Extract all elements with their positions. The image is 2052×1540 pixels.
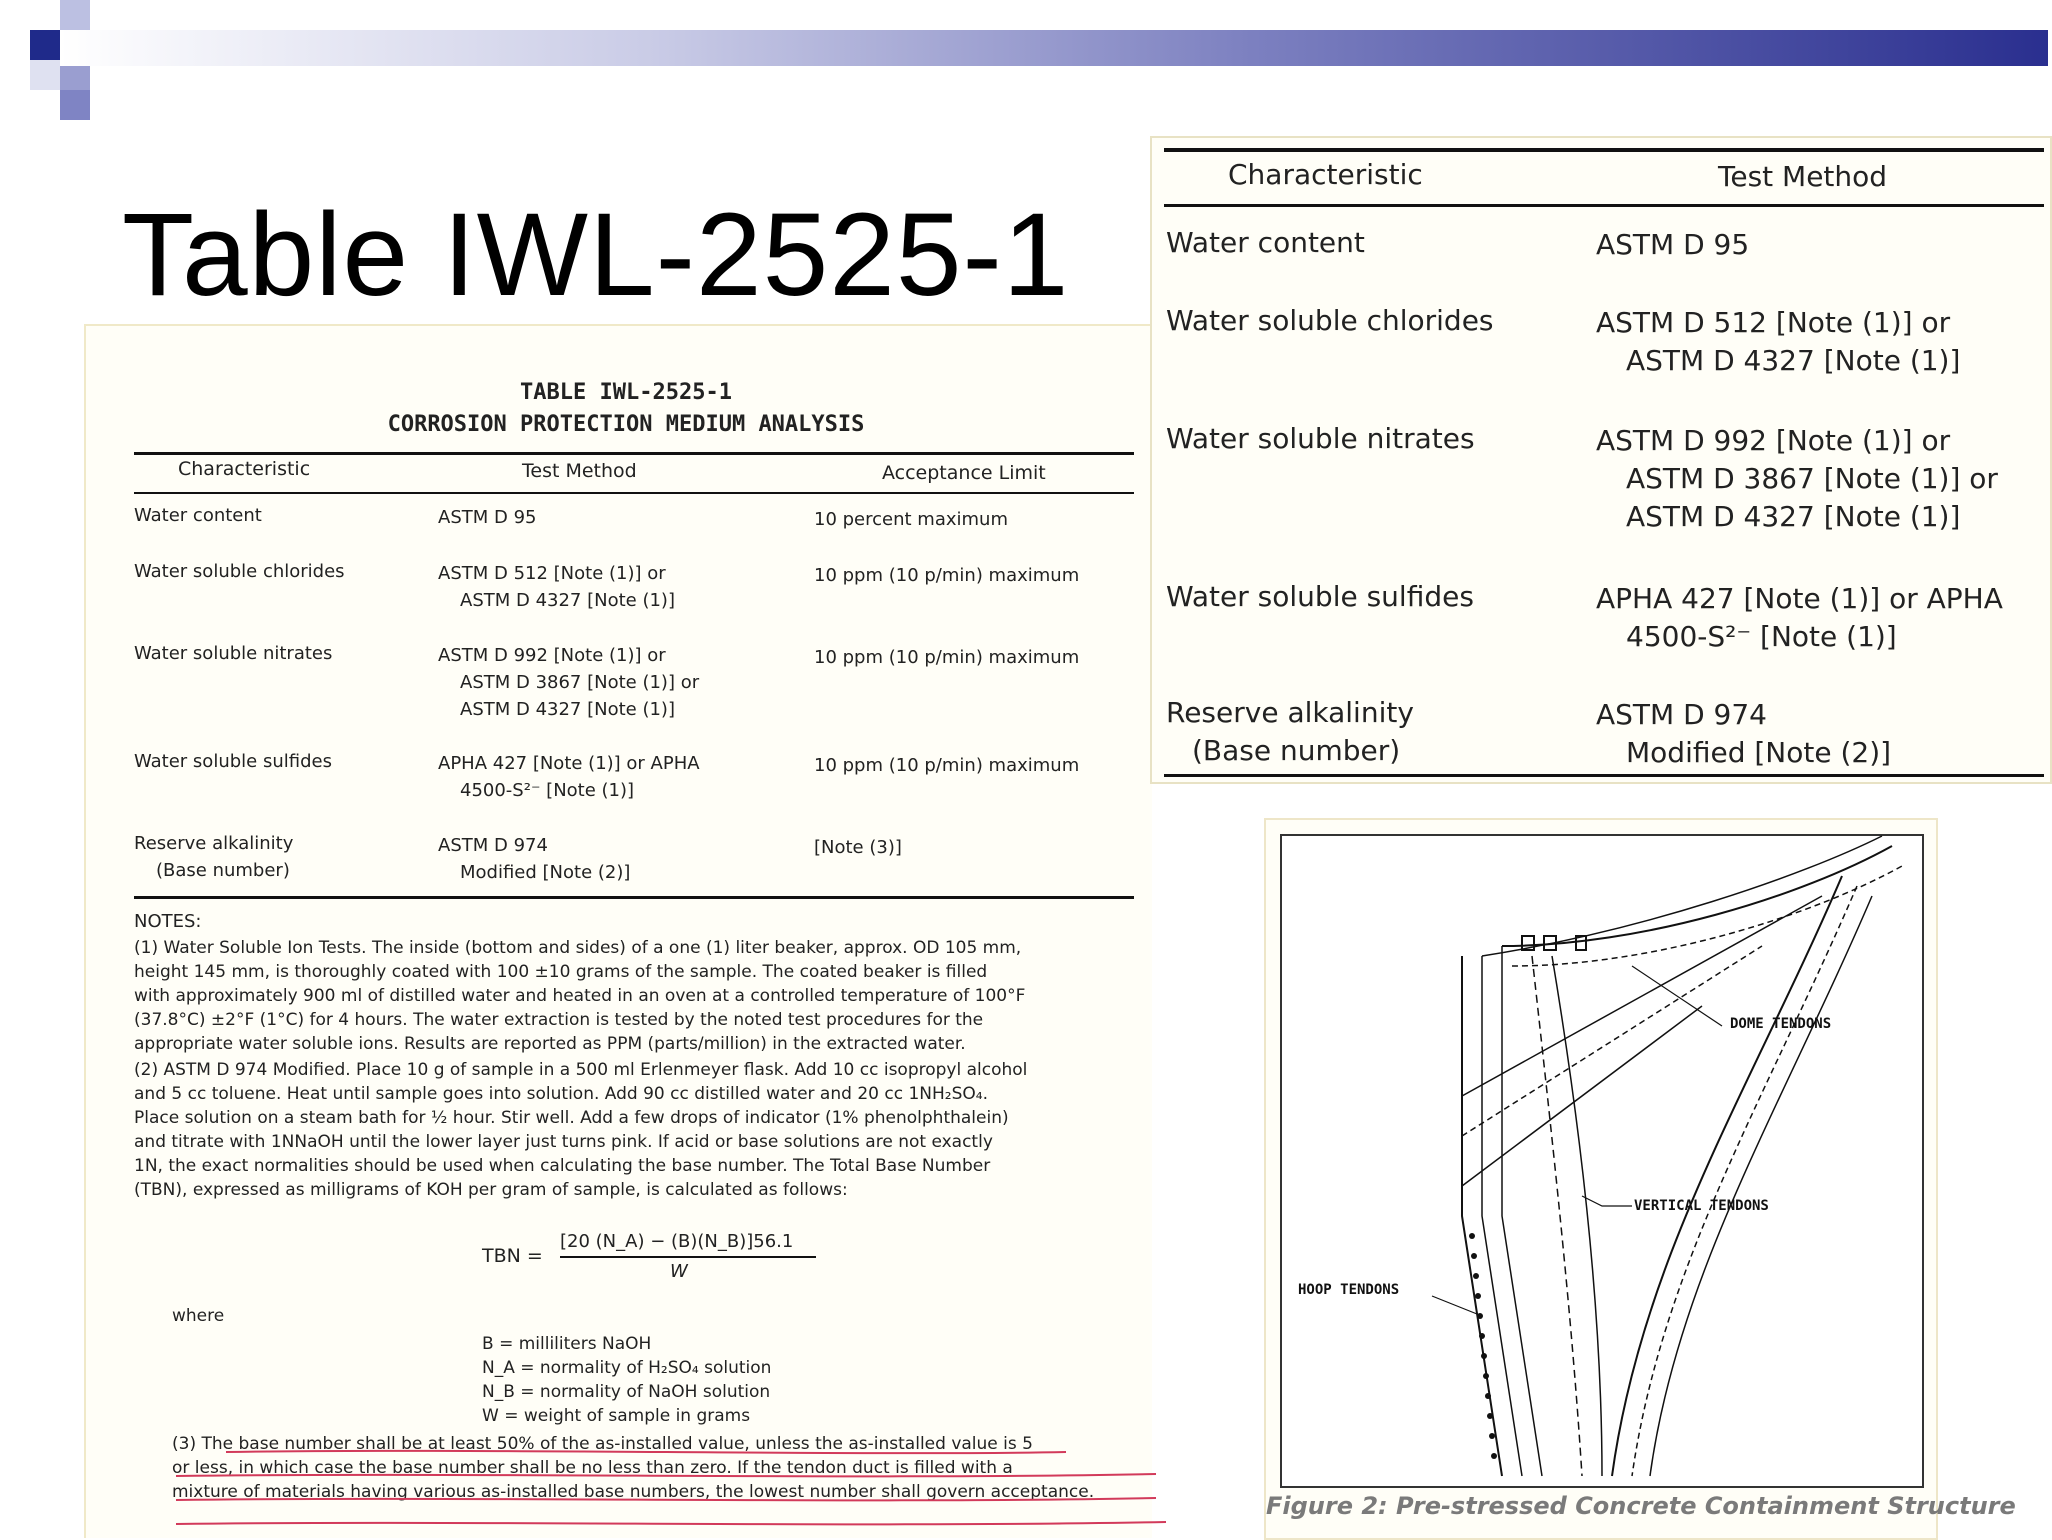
row-method: ASTM D 992 [Note (1)] or — [438, 645, 666, 666]
zoom-method: ASTM D 95 — [1596, 228, 1750, 261]
zoom-method: 4500-S²⁻ [Note (1)] — [1626, 620, 1897, 653]
zoom-method: ASTM D 974 — [1596, 698, 1767, 731]
containment-cross-section-drawing — [1282, 836, 1922, 1486]
formula-denominator: W — [670, 1261, 688, 1282]
label-vertical-tendons: VERTICAL TENDONS — [1634, 1198, 1769, 1214]
zoom-top-rule — [1164, 148, 2044, 152]
note-line: (TBN), expressed as milligrams of KOH per gram of sample, is calculated as follows: — [134, 1180, 848, 1200]
table-bottom-rule — [134, 896, 1134, 899]
row-method: ASTM D 4327 [Note (1)] — [460, 590, 675, 611]
zoom-characteristic: Water content — [1166, 226, 1365, 259]
row-method: APHA 427 [Note (1)] or APHA — [438, 753, 700, 774]
row-method: ASTM D 3867 [Note (1)] or — [460, 672, 700, 693]
formula-lhs: TBN = — [482, 1245, 543, 1267]
table-number: TABLE IWL-2525-1 — [520, 380, 732, 405]
scanned-table-document — [84, 324, 1152, 1538]
zoom-method: ASTM D 4327 [Note (1)] — [1626, 500, 1961, 533]
zoomed-table-excerpt — [1150, 136, 2052, 784]
note3-line: (3) The base number shall be at least 50% of the as-installed value, unless the as-installed value is 5 — [172, 1434, 1033, 1454]
note-line: and titrate with 1NNaOH until the lower layer just turns pink. If acid or base solutions are not exactly — [134, 1132, 993, 1152]
zoom-characteristic: Reserve alkalinity — [1166, 696, 1414, 729]
zoom-header-characteristic: Characteristic — [1228, 158, 1423, 191]
deco-square-dark — [30, 30, 60, 60]
note-line: (2) ASTM D 974 Modified. Place 10 g of sample in a 500 ml Erlenmeyer flask. Add 10 cc isopropyl alcohol — [134, 1060, 1028, 1080]
note3-line: mixture of materials having various as-installed base numbers, the lowest number shall govern acceptance. — [172, 1482, 1095, 1502]
containment-structure-figure — [1264, 818, 2016, 1540]
row-limit: 10 percent maximum — [814, 509, 1008, 530]
deco-square-light — [30, 60, 60, 90]
note-line: with approximately 900 ml of distilled water and heated in an oven at a controlled temperature of 100°F — [134, 986, 1026, 1006]
definition: W = weight of sample in grams — [482, 1406, 751, 1426]
zoom-header-rule — [1164, 204, 2044, 207]
row-limit: [Note (3)] — [814, 837, 902, 858]
header-rule — [134, 492, 1134, 494]
zoom-method: ASTM D 512 [Note (1)] or — [1596, 306, 1951, 339]
zoom-characteristic: Water soluble sulfides — [1166, 580, 1474, 613]
definition: B = milliliters NaOH — [482, 1334, 652, 1354]
label-hoop-tendons: HOOP TENDONS — [1298, 1282, 1400, 1298]
note-line: and 5 cc toluene. Heat until sample goes into solution. Add 90 cc distilled water and 20 cc 1NH₂SO₄. — [134, 1084, 988, 1104]
note-line: appropriate water soluble ions. Results are reported as PPM (parts/million) in the extracted water. — [134, 1034, 966, 1054]
zoom-bottom-rule — [1164, 774, 2044, 777]
row-characteristic: Reserve alkalinity — [134, 833, 294, 854]
row-limit: 10 ppm (10 p/min) maximum — [814, 647, 1080, 668]
row-method: ASTM D 95 — [438, 507, 537, 528]
row-limit: 10 ppm (10 p/min) maximum — [814, 565, 1080, 586]
header-acceptance-limit: Acceptance Limit — [882, 462, 1046, 484]
note-line: 1N, the exact normalities should be used when calculating the base number. The Total Base Number — [134, 1156, 991, 1176]
row-method: Modified [Note (2)] — [460, 862, 631, 883]
row-method: 4500-S²⁻ [Note (1)] — [460, 780, 635, 801]
table-top-rule — [134, 452, 1134, 455]
row-characteristic: Water soluble nitrates — [134, 643, 333, 664]
formula-fraction-bar — [560, 1256, 816, 1258]
deco-square-mid — [60, 90, 90, 120]
zoom-header-test-method: Test Method — [1718, 160, 1888, 193]
note-line: (37.8°C) ±2°F (1°C) for 4 hours. The water extraction is tested by the noted test procedures for the — [134, 1010, 984, 1030]
where-label: where — [172, 1306, 225, 1326]
note-line: (1) Water Soluble Ion Tests. The inside (bottom and sides) of a one (1) liter beaker, approx. OD 105 mm, — [134, 938, 1022, 958]
slide-title: Table IWL-2525-1 — [122, 189, 1070, 321]
row-limit: 10 ppm (10 p/min) maximum — [814, 755, 1080, 776]
row-characteristic: (Base number) — [156, 860, 290, 881]
zoom-method: Modified [Note (2)] — [1626, 736, 1892, 769]
header-gradient-bar — [60, 30, 2048, 66]
row-characteristic: Water soluble sulfides — [134, 751, 332, 772]
row-characteristic: Water content — [134, 505, 262, 526]
deco-square-light — [60, 0, 90, 30]
row-method: ASTM D 512 [Note (1)] or — [438, 563, 666, 584]
label-dome-tendons: DOME TENDONS — [1730, 1016, 1832, 1032]
row-method: ASTM D 4327 [Note (1)] — [460, 699, 675, 720]
note3-line: or less, in which case the base number shall be no less than zero. If the tendon duct is filled with a — [172, 1458, 1013, 1478]
zoom-characteristic: Water soluble chlorides — [1166, 304, 1494, 337]
zoom-method: ASTM D 4327 [Note (1)] — [1626, 344, 1961, 377]
row-method: ASTM D 974 — [438, 835, 548, 856]
table-title: CORROSION PROTECTION MEDIUM ANALYSIS — [387, 412, 865, 437]
formula-numerator: [20 (N_A) − (B)(N_B)]56.1 — [560, 1231, 794, 1252]
header-test-method: Test Method — [522, 460, 637, 482]
zoom-characteristic: (Base number) — [1192, 734, 1401, 767]
definition: N_B = normality of NaOH solution — [482, 1382, 771, 1402]
figure-frame — [1280, 834, 1924, 1488]
note-line: Place solution on a steam bath for ½ hour. Stir well. Add a few drops of indicator (1% phenolphthalein) — [134, 1108, 1009, 1128]
zoom-method: ASTM D 3867 [Note (1)] or — [1626, 462, 1998, 495]
zoom-method: ASTM D 992 [Note (1)] or — [1596, 424, 1951, 457]
note-line: height 145 mm, is thoroughly coated with 100 ±10 grams of the sample. The coated beaker is filled — [134, 962, 988, 982]
zoom-method: APHA 427 [Note (1)] or APHA — [1596, 582, 2003, 615]
notes-heading: NOTES: — [134, 911, 202, 932]
header-characteristic: Characteristic — [178, 458, 311, 480]
zoom-characteristic: Water soluble nitrates — [1166, 422, 1475, 455]
row-characteristic: Water soluble chlorides — [134, 561, 345, 582]
figure-caption: Figure 2: Pre-stressed Concrete Containment Structure — [1266, 1492, 2016, 1520]
definition: N_A = normality of H₂SO₄ solution — [482, 1358, 772, 1378]
handwritten-underline — [166, 1446, 1166, 1536]
